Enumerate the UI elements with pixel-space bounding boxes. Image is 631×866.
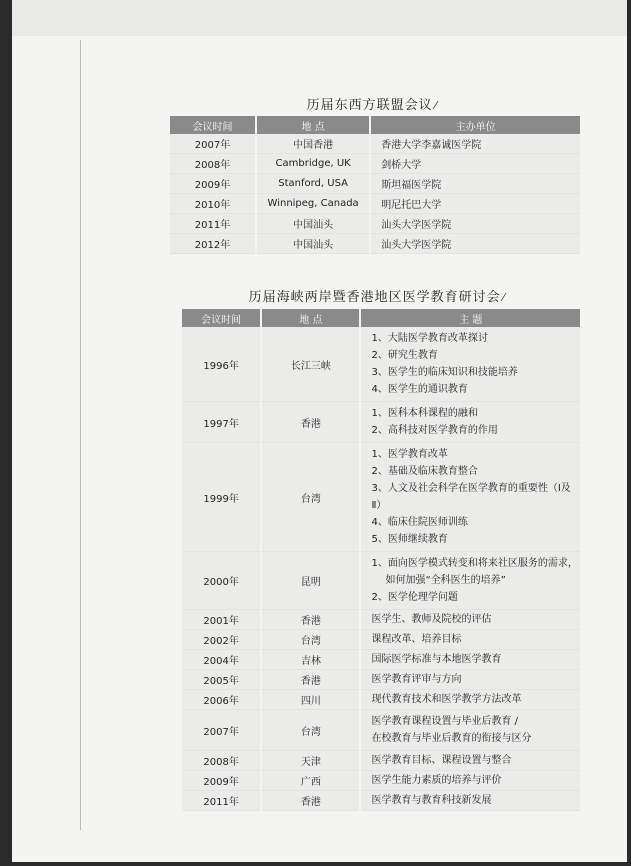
header-theme: 主 题	[360, 309, 580, 327]
table2-title-text: 历届海峡两岸暨香港地区医学教育研讨会	[248, 290, 501, 305]
header-place: 地 点	[261, 309, 360, 327]
header-time: 会议时间	[182, 309, 261, 327]
table2-title	[237, 286, 517, 305]
table1-header-row	[170, 116, 580, 134]
theme-line: 医学教育课程设置与毕业后教育 /	[371, 716, 519, 727]
cell-host: 明尼托巴大学	[370, 194, 580, 214]
cell-place: 香港	[261, 402, 360, 443]
theme-line: 1、医科本科课程的融和	[371, 408, 478, 419]
table-row	[170, 234, 580, 254]
cell-theme	[360, 327, 580, 402]
table-row	[182, 402, 580, 443]
cell-theme	[360, 710, 580, 751]
cell-host: 剑桥大学	[370, 154, 580, 174]
table-row	[182, 670, 580, 690]
table-row	[182, 610, 580, 630]
theme-line: 医学教育评审与方向	[371, 674, 462, 685]
cell-year: 2007年	[170, 134, 256, 154]
cell-host: 香港大学李嘉诚医学院	[370, 134, 580, 154]
cell-place: 广西	[261, 771, 360, 791]
cell-year: 2005年	[182, 670, 261, 690]
theme-line: 国际医学标准与本地医学教育	[371, 654, 502, 665]
theme-line: 4、临床住院医师训练	[371, 517, 468, 528]
cell-place: Cambridge, UK	[256, 154, 370, 174]
cell-theme	[360, 670, 580, 690]
scanned-page	[12, 0, 627, 862]
cell-year: 2011年	[170, 214, 256, 234]
table-row	[182, 690, 580, 710]
cell-place: Winnipeg, Canada	[256, 194, 370, 214]
theme-line: 5、医师继续教育	[371, 534, 448, 545]
cell-place: 香港	[261, 610, 360, 630]
cell-year: 2009年	[170, 174, 256, 194]
cell-place: 昆明	[261, 552, 360, 610]
page-margin-line	[80, 40, 81, 830]
header-host: 主办单位	[370, 116, 580, 134]
cell-year: 2008年	[170, 154, 256, 174]
table-row	[182, 327, 580, 402]
table-row	[182, 552, 580, 610]
theme-line: 1、医学教育改革	[371, 449, 448, 460]
table2-header-row	[182, 309, 580, 327]
table1-title	[292, 94, 452, 113]
cell-theme	[360, 610, 580, 630]
theme-line: 2、医学伦理学问题	[371, 592, 458, 603]
table-row	[182, 443, 580, 552]
header-place: 地 点	[256, 116, 370, 134]
theme-line: 2、基础及临床教育整合	[371, 466, 478, 477]
theme-line: 1、大陆医学教育改革探讨	[371, 333, 488, 344]
table-row	[170, 214, 580, 234]
cell-theme	[360, 771, 580, 791]
cell-place: 四川	[261, 690, 360, 710]
pen-mark: ⁄	[502, 291, 506, 304]
theme-line: 现代教育技术和医学教学方法改革	[371, 694, 522, 705]
theme-line: 在校教育与毕业后教育的衔接与区分	[371, 733, 532, 744]
cell-year: 2012年	[170, 234, 256, 254]
cell-place: 中国汕头	[256, 214, 370, 234]
cell-place: 香港	[261, 670, 360, 690]
cell-year: 2009年	[182, 771, 261, 791]
scan-top-band	[12, 0, 627, 36]
theme-line: 如何加强“全科医生的培养”	[385, 575, 506, 586]
table1-title-text: 历届东西方联盟会议	[306, 98, 433, 113]
theme-line: 医学生、教师及院校的评估	[371, 614, 492, 625]
cell-theme	[360, 402, 580, 443]
cell-year: 1997年	[182, 402, 261, 443]
cell-year: 2002年	[182, 630, 261, 650]
theme-line: 4、医学生的通识教育	[371, 384, 468, 395]
table-row	[182, 751, 580, 771]
cell-theme	[360, 650, 580, 670]
cell-year: 2008年	[182, 751, 261, 771]
cell-theme	[360, 751, 580, 771]
table-row	[170, 154, 580, 174]
theme-line: 3、医学生的临床知识和技能培养	[371, 367, 518, 378]
cell-year: 2004年	[182, 650, 261, 670]
table-row	[182, 710, 580, 751]
theme-line: 医学生能力素质的培养与评价	[371, 775, 502, 786]
theme-line: 3、人文及社会科学在医学教育的重要性（Ⅰ及Ⅱ）	[371, 483, 571, 511]
theme-line: 2、研究生教育	[371, 350, 438, 361]
cell-year: 2010年	[170, 194, 256, 214]
cell-place: Stanford, USA	[256, 174, 370, 194]
cell-place: 中国香港	[256, 134, 370, 154]
cell-theme	[360, 443, 580, 552]
cell-year: 1996年	[182, 327, 261, 402]
table-row	[182, 650, 580, 670]
cross-strait-seminar-table	[182, 309, 580, 811]
theme-line: 医学教育与教育科技新发展	[371, 795, 492, 806]
cell-year: 1999年	[182, 443, 261, 552]
cell-place: 香港	[261, 791, 360, 811]
cell-year: 2000年	[182, 552, 261, 610]
table-row	[182, 630, 580, 650]
table-row	[182, 791, 580, 811]
cell-theme	[360, 791, 580, 811]
cell-host: 汕头大学医学院	[370, 214, 580, 234]
table-row	[170, 194, 580, 214]
east-west-alliance-table	[170, 116, 580, 254]
table-row	[170, 174, 580, 194]
cell-year: 2007年	[182, 710, 261, 751]
cell-place: 台湾	[261, 443, 360, 552]
cell-place: 天津	[261, 751, 360, 771]
cell-place: 长江三峡	[261, 327, 360, 402]
cell-year: 2011年	[182, 791, 261, 811]
table-row	[170, 134, 580, 154]
cell-host: 汕头大学医学院	[370, 234, 580, 254]
cell-host: 斯坦福医学院	[370, 174, 580, 194]
cell-year: 2006年	[182, 690, 261, 710]
cell-place: 台湾	[261, 710, 360, 751]
header-time: 会议时间	[170, 116, 256, 134]
theme-line: 1、面向医学模式转变和将来社区服务的需求，	[371, 558, 578, 569]
cell-year: 2001年	[182, 610, 261, 630]
theme-line: 课程改革、培养目标	[371, 634, 462, 645]
cell-theme	[360, 690, 580, 710]
theme-line: 医学教育目标、课程设置与整合	[371, 755, 512, 766]
cell-theme	[360, 630, 580, 650]
cell-place: 吉林	[261, 650, 360, 670]
pen-mark: ⁄	[434, 99, 438, 112]
theme-line: 2、高科技对医学教育的作用	[371, 425, 498, 436]
cell-place: 中国汕头	[256, 234, 370, 254]
table-row	[182, 771, 580, 791]
cell-theme	[360, 552, 580, 610]
cell-place: 台湾	[261, 630, 360, 650]
